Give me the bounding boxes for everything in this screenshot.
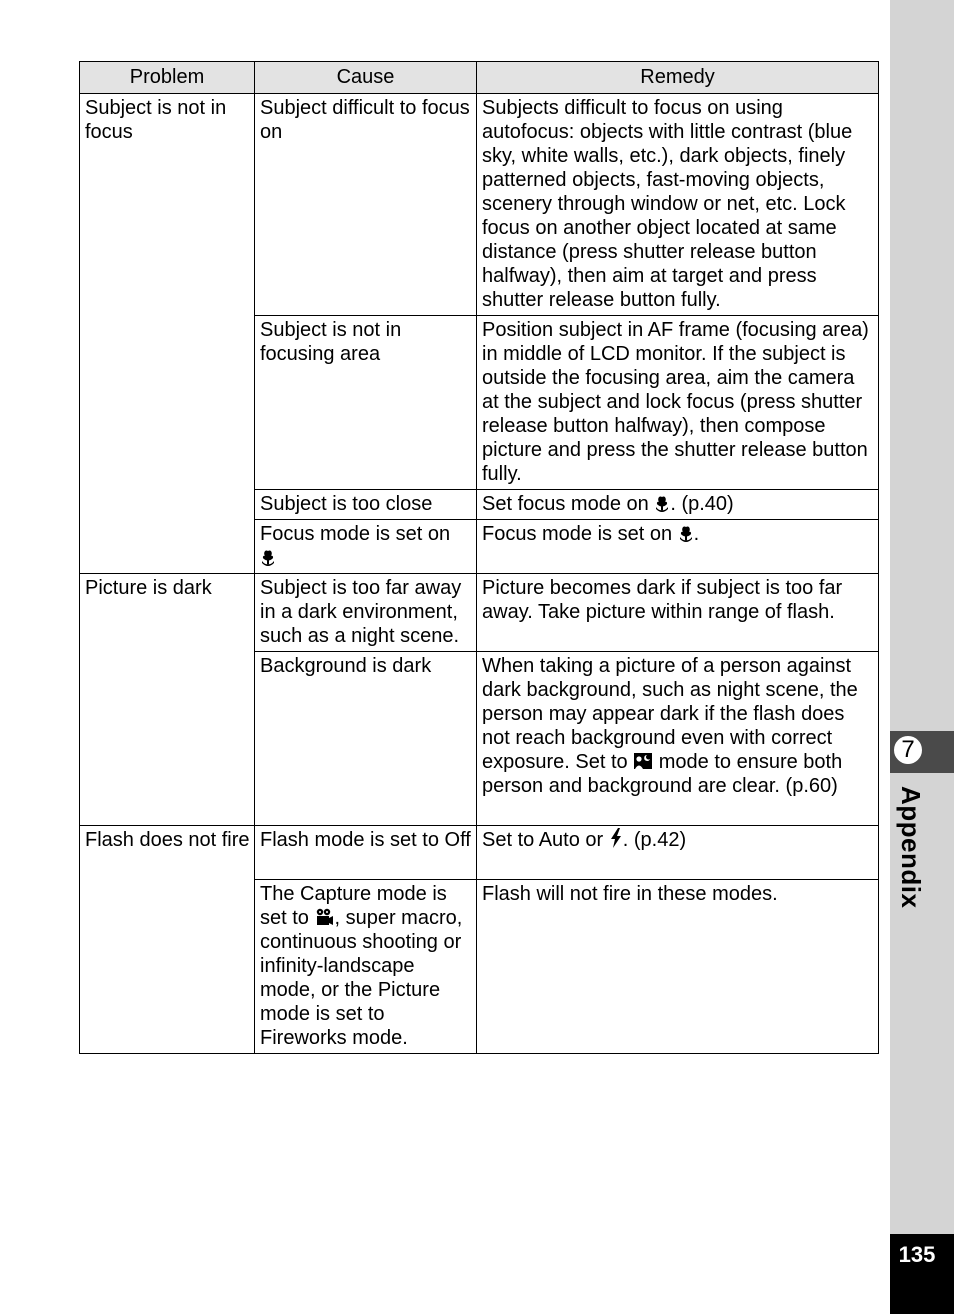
table-header-row [80,62,879,94]
cause-cell [255,880,477,1054]
table-row [80,574,879,652]
cause-cell: Subject difficult to focus on [255,94,477,316]
remedy-text: Focus mode is set on [482,523,678,545]
header-cause: Cause [255,62,477,94]
problem-cell: Flash does not fire [80,826,255,1054]
remedy-text: . (p.42) [622,829,687,851]
header-problem: Problem [80,62,255,94]
cause-cell: Subject is too close [255,490,477,520]
cause-text: The Capture mode is set to [260,883,447,929]
side-tab-strip [890,0,954,1314]
remedy-text: Set focus mode on [482,493,655,515]
table-row [80,826,879,880]
movie-camera-icon [314,908,334,926]
macro-flower-icon [654,494,670,512]
header-remedy: Remedy [477,62,879,94]
macro-flower-icon [260,548,276,566]
cause-cell [255,520,477,574]
macro-flower-icon [678,524,694,542]
problem-cell: Picture is dark [80,574,255,826]
remedy-cell [477,490,879,520]
remedy-text: mode to ensure both person and background are clear. (p.60) [482,751,843,797]
troubleshooting-table [79,61,879,1054]
remedy-text: When taking a picture of a person against dark background, such as night scene, the person may appear dark if the flash does not reach background even with correct exposure. Set to [482,655,858,773]
remedy-cell: Picture becomes dark if subject is too far away. Take picture within range of flash. [477,574,879,652]
cause-cell: Subject is too far away in a dark environment, such as a night scene. [255,574,477,652]
table-row [80,94,879,316]
cause-cell: Flash mode is set to Off [255,826,477,880]
remedy-cell: Flash will not fire in these modes. [477,880,879,1054]
cause-text: , super macro, continuous shooting or infinity-landscape mode, or the Picture mode is set to Fireworks mode. [260,907,463,1049]
cause-cell: Background is dark [255,652,477,826]
remedy-cell [477,652,879,826]
cause-cell: Subject is not in focusing area [255,316,477,490]
problem-cell: Subject is not in focus [80,94,255,574]
remedy-text: Set to Auto or [482,829,609,851]
cause-text: Focus mode is set on [260,523,451,545]
chapter-number: 7 [892,734,924,766]
remedy-cell: Position subject in AF frame (focusing area) in middle of LCD monitor. If the subject is outside the focusing area, aim the camera at the subject and lock focus (press shutter release button halfway), then compose picture and press the shutter release button fully. [477,316,879,490]
night-scene-portrait-icon [633,752,653,770]
remedy-cell: Subjects difficult to focus on using autofocus: objects with little contrast (blue sky, white walls, etc.), dark objects, finely patterned objects, fast-moving objects, scenery through window or net, etc. Lock focus on another object located at same distance (press shutter release button halfway), then aim at target and press shutter release button fully. [477,94,879,316]
page-number: 135 [898,1242,936,1267]
remedy-text: . [693,523,700,545]
remedy-cell [477,826,879,880]
flash-on-icon [609,828,623,848]
chapter-title: Appendix [896,786,926,909]
remedy-text: . (p.40) [670,493,734,515]
remedy-cell [477,520,879,574]
